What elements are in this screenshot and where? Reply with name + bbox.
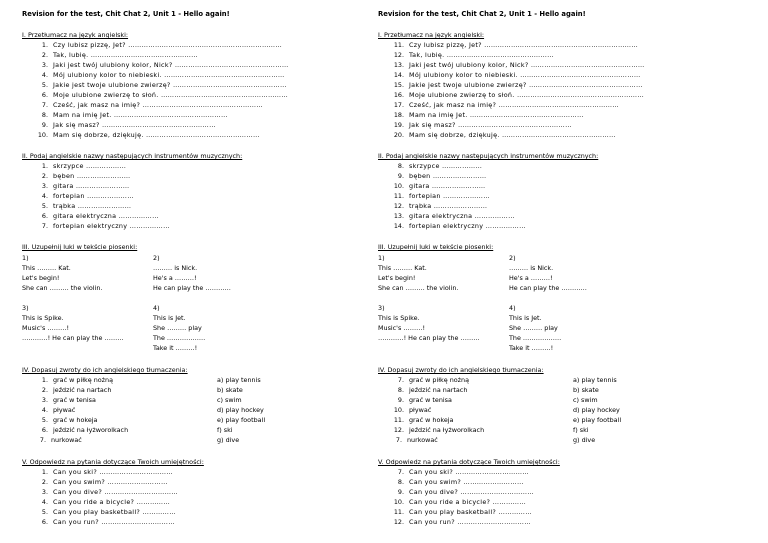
matching-options	[573, 375, 621, 445]
item-number: 16.	[393, 91, 404, 99]
item-number: 8.	[397, 478, 404, 486]
item-number: 5.	[41, 508, 48, 516]
song-line: …………! He can play the ………	[22, 334, 124, 342]
option-item: b) skate	[217, 386, 243, 394]
song-verse	[153, 253, 231, 293]
item-text: Cześć, jak masz na imię? ………………………………………………	[409, 101, 619, 109]
list-item	[378, 211, 598, 221]
item-number: 20.	[393, 131, 404, 139]
song-verse	[153, 303, 205, 353]
item-number: 1.	[41, 162, 48, 170]
item-text: jeździć na nartach	[53, 386, 112, 394]
list-item	[22, 405, 188, 415]
list-item	[378, 100, 645, 110]
list-item	[22, 477, 204, 487]
option-item: a) play tennis	[573, 376, 617, 384]
item-text: Can you ski? ……………………………	[53, 468, 173, 476]
list-item	[378, 395, 544, 405]
list-item	[378, 415, 544, 425]
item-text: grać w tenisa	[409, 396, 452, 404]
list-item	[378, 405, 544, 415]
item-text: trąbka ……………………	[409, 202, 488, 210]
option-item: c) swim	[217, 396, 242, 404]
song-line: This is Spike.	[378, 314, 420, 322]
song-verse	[509, 303, 561, 353]
song-line: He can play the …………	[153, 284, 231, 292]
item-text: Tak, lubię. …………………………………………	[53, 51, 198, 59]
list-item	[378, 221, 598, 231]
item-number: 12.	[393, 518, 404, 526]
section-instruments	[378, 151, 598, 231]
list-item	[22, 435, 188, 445]
song-line: He's a ………!	[153, 274, 197, 282]
list-item	[22, 497, 204, 507]
item-number: 6.	[41, 426, 48, 434]
list-item	[22, 375, 188, 385]
list-item	[22, 60, 289, 70]
item-text: pływać	[53, 406, 76, 414]
song-line: This is Spike.	[22, 314, 64, 322]
option-item: g) dive	[217, 436, 240, 444]
list-item	[378, 507, 560, 517]
list-item	[378, 477, 560, 487]
item-number: 7.	[41, 101, 48, 109]
list-item	[378, 70, 645, 80]
item-text: gitara elektryczna ………………	[53, 212, 159, 220]
section-questions	[22, 457, 204, 527]
list-item	[22, 110, 289, 120]
item-text: skrzypce ………………	[409, 162, 483, 170]
song-line: ……… is Nick.	[509, 264, 554, 272]
item-number: 4.	[41, 71, 48, 79]
item-number: 17.	[393, 101, 404, 109]
item-text: Jak się masz? ……………………………………………	[409, 121, 572, 129]
song-verse	[378, 253, 458, 293]
song-line: 4)	[153, 304, 160, 312]
item-number: 3.	[41, 396, 48, 404]
song-line: The ………………	[509, 334, 562, 342]
section-translate	[378, 30, 645, 140]
worksheet-title: Revision for the test, Chit Chat 2, Unit 1 - Hello again!	[22, 10, 230, 18]
song-line: Music's ………!	[378, 324, 426, 332]
item-number: 12.	[393, 426, 404, 434]
song-line: 2)	[153, 254, 160, 262]
item-number: 5.	[41, 202, 48, 210]
item-text: grać w piłkę nożną	[53, 376, 113, 384]
item-text: jeździć na łyżworolkach	[409, 426, 485, 434]
item-text: Can you run? ……………………………	[409, 518, 531, 526]
item-text: fortepian elektryczny ………………	[409, 222, 526, 230]
item-number: 7.	[41, 222, 48, 230]
section-heading: I. Przetłumacz na język angielski:	[22, 31, 129, 39]
item-number: 8.	[397, 162, 404, 170]
matching-options	[217, 375, 265, 445]
list-item	[378, 40, 645, 50]
item-text: Can you play basketball? ……………	[53, 508, 176, 516]
list-item	[378, 385, 544, 395]
song-line: She ……… play	[153, 324, 202, 332]
list-item	[22, 90, 289, 100]
item-text: Jakie jest twoje ulubione zwierzę? ……………………………………………	[409, 81, 643, 89]
list-item	[22, 385, 188, 395]
item-number: 9.	[397, 396, 404, 404]
item-number: 6.	[41, 91, 48, 99]
item-number: 18.	[393, 111, 404, 119]
item-text: jeździć na łyżworolkach	[53, 426, 129, 434]
item-number: 11.	[393, 192, 404, 200]
list-item	[22, 40, 289, 50]
song-line: She can ……… the violin.	[22, 284, 103, 292]
item-text: Czy lubisz pizzę, Jet? ……………………………………………………………	[53, 41, 283, 49]
list-item	[22, 395, 188, 405]
section-instruments	[22, 151, 242, 231]
item-number: 7.	[397, 468, 404, 476]
item-number: 10.	[393, 182, 404, 190]
item-text: trąbka ……………………	[53, 202, 132, 210]
list-item	[378, 60, 645, 70]
list-item	[22, 181, 242, 191]
item-number: 2.	[41, 386, 48, 394]
item-number: 4.	[41, 192, 48, 200]
song-line: 1)	[378, 254, 385, 262]
item-text: gitara ……………………	[409, 182, 486, 190]
section-heading: I. Przetłumacz na język angielski:	[378, 31, 485, 39]
item-number: 3.	[41, 488, 48, 496]
item-text: Jaki jest twój ulubiony kolor, Nick? ……………………………………………	[409, 61, 645, 69]
item-number: 7.	[395, 436, 402, 444]
option-item: f) ski	[217, 426, 233, 434]
option-item: d) play hockey	[217, 406, 264, 414]
song-line: She ……… play	[509, 324, 558, 332]
item-text: fortepian …………………	[409, 192, 490, 200]
item-number: 9.	[397, 172, 404, 180]
list-item	[22, 211, 242, 221]
list-item	[22, 80, 289, 90]
list-item	[378, 161, 598, 171]
item-number: 10.	[393, 406, 404, 414]
option-item: g) dive	[573, 436, 596, 444]
list-item	[378, 120, 645, 130]
item-text: bęben ……………………	[53, 172, 131, 180]
item-number: 11.	[393, 508, 404, 516]
song-line: This is Jet.	[153, 314, 186, 322]
item-text: Czy lubisz pizzę, Jet? ……………………………………………………………	[409, 41, 639, 49]
list-item	[22, 161, 242, 171]
list-item	[378, 487, 560, 497]
item-text: Can you ski? ……………………………	[409, 468, 529, 476]
item-text: grać w hokeja	[409, 416, 454, 424]
list-item	[22, 517, 204, 527]
song-verse	[22, 253, 102, 293]
list-item	[378, 171, 598, 181]
option-item: e) play football	[217, 416, 266, 424]
section-matching	[378, 365, 544, 445]
item-text: Mój ulubiony kolor to niebieski. ………………………………………………	[53, 71, 285, 79]
song-line: This ……… Kat.	[378, 264, 427, 272]
item-number: 1.	[41, 468, 48, 476]
song-line: Music's ………!	[22, 324, 70, 332]
item-number: 10.	[393, 498, 404, 506]
list-item	[22, 50, 289, 60]
item-text: grać w tenisa	[53, 396, 96, 404]
item-number: 12.	[393, 51, 404, 59]
song-line: 3)	[378, 304, 385, 312]
item-number: 19.	[393, 121, 404, 129]
song-line: ……… is Nick.	[153, 264, 198, 272]
item-number: 9.	[397, 488, 404, 496]
item-text: Can you dive? ……………………………	[409, 488, 534, 496]
item-text: Moje ulubione zwierzę to słoń. …………………………………………………	[53, 91, 289, 99]
song-line: This ……… Kat.	[22, 264, 71, 272]
list-item	[22, 467, 204, 477]
item-text: jeździć na nartach	[409, 386, 468, 394]
item-text: skrzypce ………………	[53, 162, 127, 170]
song-line: 2)	[509, 254, 516, 262]
item-number: 5.	[41, 416, 48, 424]
item-text: nurkować	[407, 436, 438, 444]
item-text: grać w piłkę nożną	[409, 376, 469, 384]
option-item: f) ski	[573, 426, 589, 434]
item-number: 3.	[41, 61, 48, 69]
item-text: Can you play basketball? ……………	[409, 508, 532, 516]
list-item	[22, 120, 289, 130]
item-number: 10.	[37, 131, 48, 139]
list-item	[378, 467, 560, 477]
item-number: 15.	[393, 81, 404, 89]
item-text: nurkować	[51, 436, 82, 444]
item-text: gitara elektryczna ………………	[409, 212, 515, 220]
song-verse	[509, 253, 587, 293]
song-line: He's a ………!	[509, 274, 553, 282]
song-line: She can ……… the violin.	[378, 284, 459, 292]
list-item	[22, 507, 204, 517]
section-heading: IV. Dopasuj zwroty do ich angielskiego tłumaczenia:	[22, 366, 188, 374]
list-item	[22, 487, 204, 497]
item-number: 6.	[41, 518, 48, 526]
item-number: 9.	[41, 121, 48, 129]
list-item	[378, 181, 598, 191]
song-line: 1)	[22, 254, 29, 262]
item-text: Jak się masz? ……………………………………………	[53, 121, 216, 129]
item-number: 11.	[393, 416, 404, 424]
list-item	[22, 191, 242, 201]
section-heading: V. Odpowiedz na pytania dotyczące Twoich umiejętności:	[378, 458, 560, 466]
item-text: bęben ……………………	[409, 172, 487, 180]
list-item	[378, 130, 645, 140]
list-item	[378, 191, 598, 201]
option-item: b) skate	[573, 386, 599, 394]
list-item	[378, 435, 544, 445]
list-item	[378, 110, 645, 120]
option-item: e) play football	[573, 416, 622, 424]
item-text: Mam się dobrze, dziękuję. ……………………………………………	[409, 131, 616, 139]
item-text: fortepian …………………	[53, 192, 134, 200]
list-item	[378, 50, 645, 60]
song-line: Let's begin!	[378, 274, 416, 282]
list-item	[378, 80, 645, 90]
song-line: Let's begin!	[22, 274, 60, 282]
section-heading: III. Uzupełnij luki w tekście piosenki:	[22, 243, 138, 251]
list-item	[22, 415, 188, 425]
song-line: …………! He can play the ………	[378, 334, 480, 342]
song-verse	[378, 303, 480, 343]
item-number: 8.	[41, 111, 48, 119]
option-item: a) play tennis	[217, 376, 261, 384]
option-item: c) swim	[573, 396, 598, 404]
section-questions	[378, 457, 560, 527]
item-text: Tak, lubię. …………………………………………	[409, 51, 554, 59]
list-item	[22, 130, 289, 140]
item-number: 13.	[393, 61, 404, 69]
item-number: 14.	[393, 222, 404, 230]
worksheet-left	[22, 0, 392, 543]
option-item: d) play hockey	[573, 406, 620, 414]
item-text: Mam się dobrze, dziękuję. ……………………………………………	[53, 131, 260, 139]
song-line: Take it ………!	[509, 344, 554, 352]
song-line: This is Jet.	[509, 314, 542, 322]
item-number: 7.	[39, 436, 46, 444]
section-heading: II. Podaj angielskie nazwy następujących instrumentów muzycznych:	[22, 152, 243, 160]
list-item	[22, 70, 289, 80]
item-text: Moje ulubione zwierzę to słoń. …………………………………………………	[409, 91, 645, 99]
item-number: 12.	[393, 202, 404, 210]
list-item	[22, 171, 242, 181]
item-number: 6.	[41, 212, 48, 220]
item-number: 2.	[41, 478, 48, 486]
item-number: 14.	[393, 71, 404, 79]
list-item	[22, 100, 289, 110]
item-text: Can you swim? ………………………	[409, 478, 524, 486]
song-verse	[22, 303, 124, 343]
list-item	[378, 517, 560, 527]
item-number: 4.	[41, 406, 48, 414]
list-item	[378, 90, 645, 100]
list-item	[22, 425, 188, 435]
section-heading: IV. Dopasuj zwroty do ich angielskiego tłumaczenia:	[378, 366, 544, 374]
worksheet-title: Revision for the test, Chit Chat 2, Unit 1 - Hello again!	[378, 10, 586, 18]
item-text: Jakie jest twoje ulubione zwierzę? ……………………………………………	[53, 81, 287, 89]
item-number: 13.	[393, 212, 404, 220]
section-heading: V. Odpowiedz na pytania dotyczące Twoich umiejętności:	[22, 458, 204, 466]
item-text: Cześć, jak masz na imię? ………………………………………………	[53, 101, 263, 109]
section-matching	[22, 365, 188, 445]
item-number: 1.	[41, 41, 48, 49]
item-number: 11.	[393, 41, 404, 49]
item-text: Can you ride a bicycle? ……………	[53, 498, 171, 506]
list-item	[378, 201, 598, 211]
song-line: Take it ………!	[153, 344, 198, 352]
item-text: Mam na imię Jet. ……………………………………………	[53, 111, 228, 119]
item-text: pływać	[409, 406, 432, 414]
item-number: 5.	[41, 81, 48, 89]
item-number: 3.	[41, 182, 48, 190]
item-text: Can you dive? ……………………………	[53, 488, 178, 496]
item-text: gitara ……………………	[53, 182, 130, 190]
song-line: The ………………	[153, 334, 206, 342]
item-text: Can you swim? ………………………	[53, 478, 168, 486]
list-item	[378, 425, 544, 435]
list-item	[22, 201, 242, 211]
item-number: 1.	[41, 376, 48, 384]
item-text: Mój ulubiony kolor to niebieski. ………………………………………………	[409, 71, 641, 79]
song-line: 4)	[509, 304, 516, 312]
item-text: Mam na imię Jet. ……………………………………………	[409, 111, 584, 119]
item-number: 2.	[41, 51, 48, 59]
item-text: grać w hokeja	[53, 416, 98, 424]
item-number: 7.	[397, 376, 404, 384]
item-text: Jaki jest twój ulubiony kolor, Nick? ……………………………………………	[53, 61, 289, 69]
item-number: 2.	[41, 172, 48, 180]
list-item	[378, 497, 560, 507]
section-translate	[22, 30, 289, 140]
list-item	[378, 375, 544, 385]
section-heading: II. Podaj angielskie nazwy następujących instrumentów muzycznych:	[378, 152, 599, 160]
list-item	[22, 221, 242, 231]
section-heading: III. Uzupełnij luki w tekście piosenki:	[378, 243, 494, 251]
item-number: 4.	[41, 498, 48, 506]
item-number: 8.	[397, 386, 404, 394]
item-text: Can you run? ……………………………	[53, 518, 175, 526]
worksheet-right	[378, 0, 748, 543]
song-line: 3)	[22, 304, 29, 312]
song-line: He can play the …………	[509, 284, 587, 292]
item-text: fortepian elektryczny ………………	[53, 222, 170, 230]
item-text: Can you ride a bicycle? ……………	[409, 498, 527, 506]
